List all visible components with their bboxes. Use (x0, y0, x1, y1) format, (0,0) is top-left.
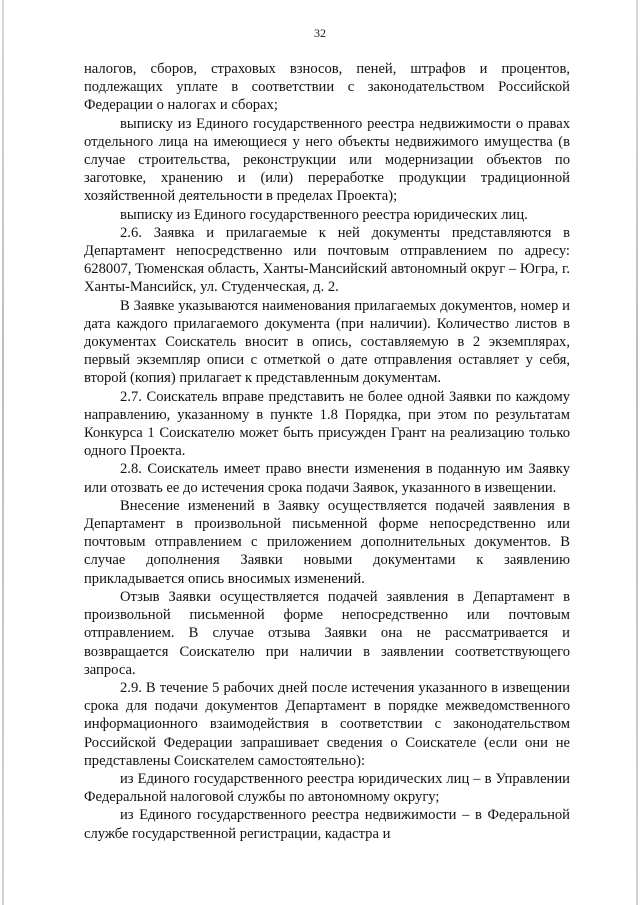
paragraph: В Заявке указываются наименования прилагаемых документов, номер и дата каждого прилагаемого документа (при наличии). Количество листов в документах Соискатель вносит в опись, составляемую в 2 экземплярах, первый экземпляр описи с отметкой о дате отправления оставляет у себя, второй (копия) прилагает к представленным документам. (84, 297, 570, 387)
paragraph: 2.8. Соискатель имеет право внести изменения в поданную им Заявку или отозвать ее до истечения срока подачи Заявок, указанного в извещении. (84, 461, 570, 496)
scan-edge-left (2, 0, 4, 905)
paragraph: Отзыв Заявки осуществляется подачей заявления в Департамент в произвольной письменной форме непосредственно или почтовым отправлением. В случае отзыва Заявки она не рассматривается и возвращается Соискателю при наличии в заявлении соответствующего запроса. (84, 588, 570, 678)
paragraph: 2.7. Соискатель вправе представить не более одной Заявки по каждому направлению, указанному в пункте 1.8 Порядка, при этом по результатам Конкурса 1 Соискателю может быть присужден Грант на реализацию только одного Проекта. (84, 388, 570, 460)
paragraph: 2.9. В течение 5 рабочих дней после истечения указанного в извещении срока для подачи документов Департамент в порядке межведомственного информационного взаимодействия в соответствии с законодательством Российской Федерации запрашивает сведения о Соискателе (если они не представлены Соискателем самостоятельно): (84, 679, 570, 769)
document-body (84, 60, 570, 843)
paragraph: выписку из Единого государственного реестра юридических лиц. (120, 206, 528, 223)
page-number: 32 (314, 26, 326, 40)
scan-edge-right (636, 0, 638, 905)
paragraph: Внесение изменений в Заявку осуществляется подачей заявления в Департамент в произвольной письменной форме непосредственно или почтовым отправлением с приложением дополнительных документов. В случае дополнения Заявки новыми документами к заявлению прикладывается опись вносимых изменений. (84, 497, 570, 587)
paragraph: из Единого государственного реестра юридических лиц – в Управлении Федеральной налоговой службы по автономному округу; (84, 770, 570, 806)
paragraph: налогов, сборов, страховых взносов, пеней, штрафов и процентов, подлежащих уплате в соответствии с законодательством Российской Федерации о налогах и сборах; (84, 61, 570, 114)
paragraph: выписку из Единого государственного реестра недвижимости о правах отдельного лица на имеющиеся у него объекты недвижимого имущества (в случае строительства, реконструкции или модернизации объектов по заготовке, хранению и (или) переработке продукции традиционной хозяйственной деятельности в пределах Проекта); (84, 115, 570, 205)
paragraph: из Единого государственного реестра недвижимости – в Федеральной службе государственной регистрации, кадастра и (84, 807, 570, 842)
paragraph: 2.6. Заявка и прилагаемые к ней документы представляются в Департамент непосредственно или почтовым отправлением по адресу: 628007, Тюменская область, Ханты-Мансийский автономный округ – Югра, г. Ханты-Мансийск, ул. Студенческая, д. 2. (84, 224, 570, 296)
